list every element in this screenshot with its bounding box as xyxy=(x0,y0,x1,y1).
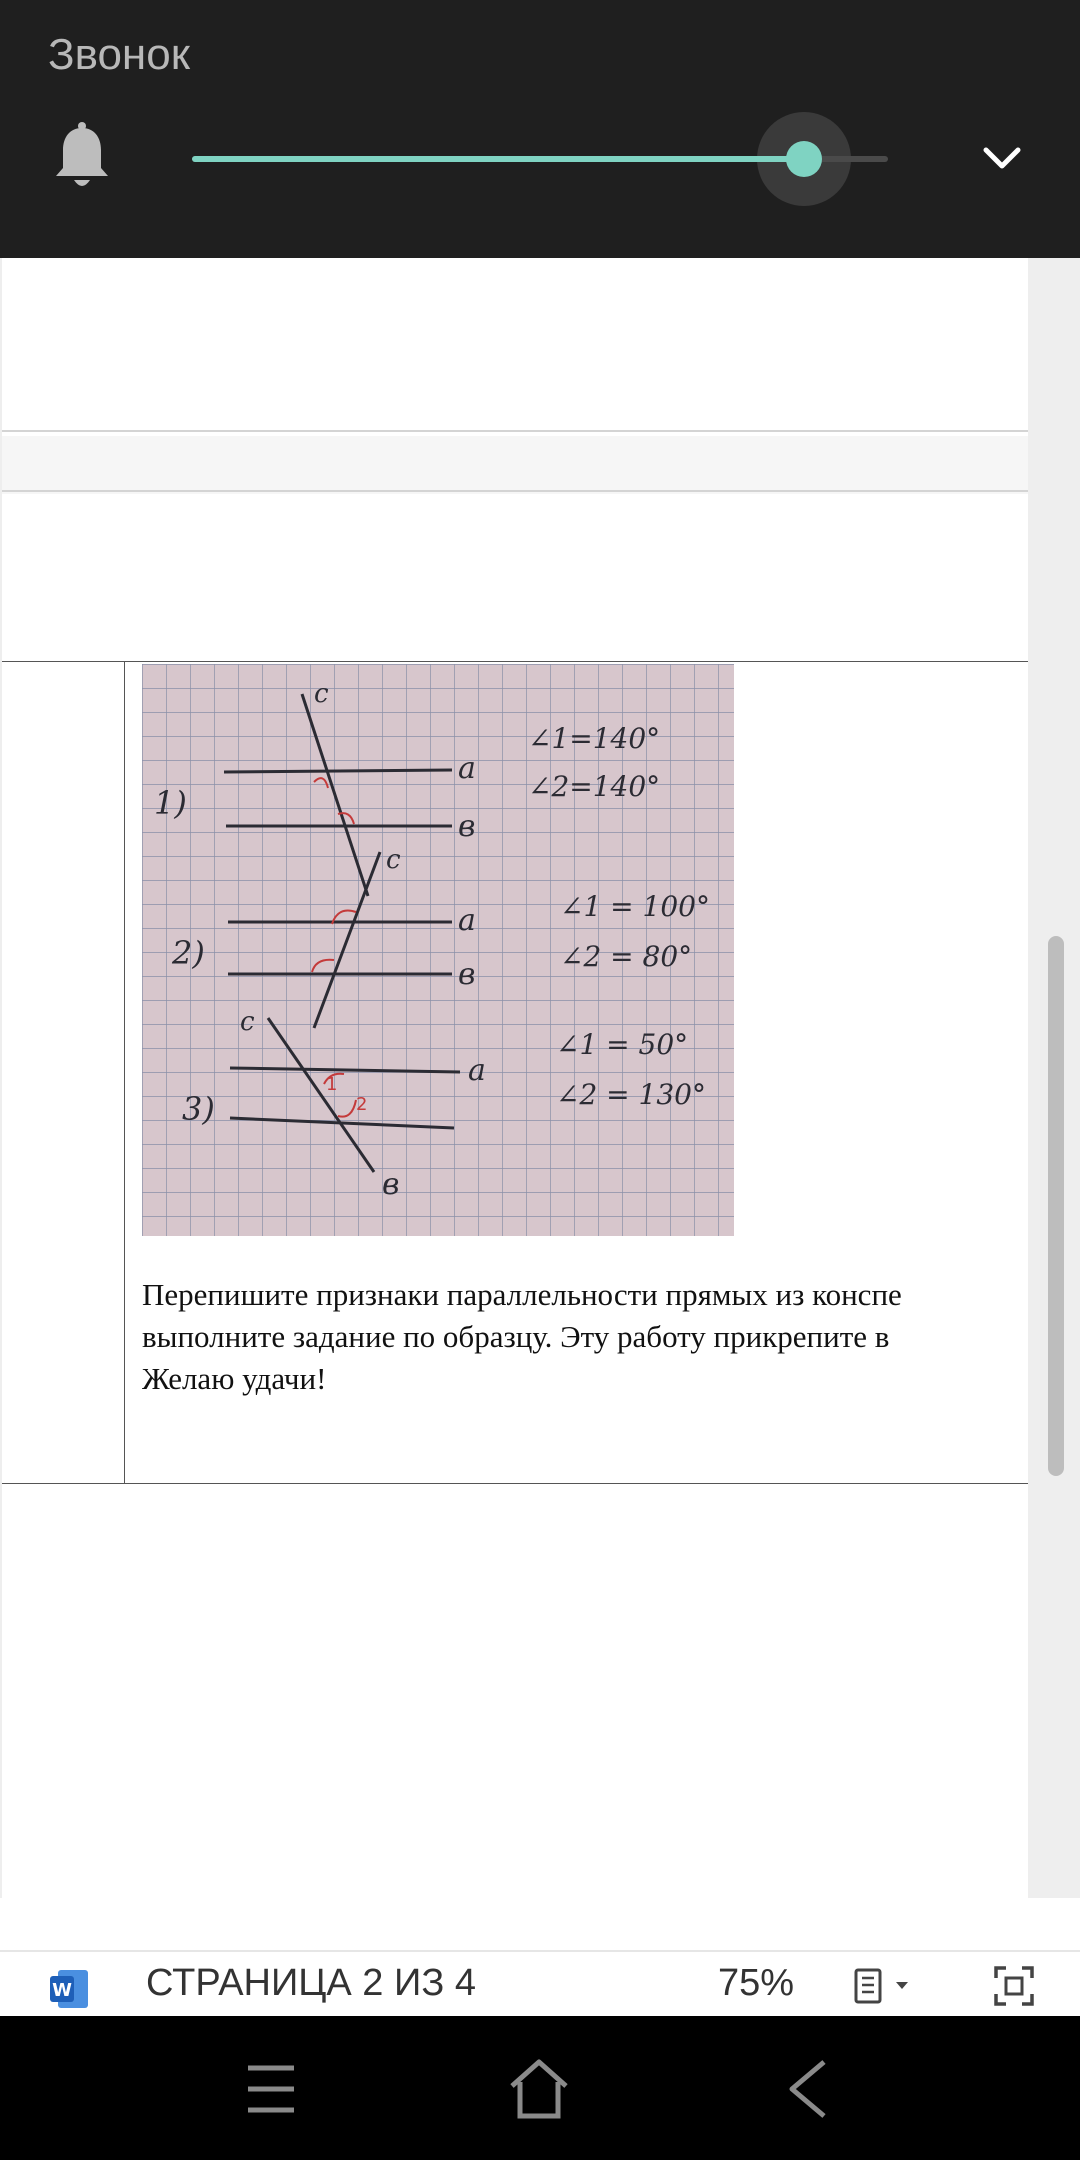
fit-screen-icon[interactable] xyxy=(992,1964,1036,2008)
label-a: a xyxy=(468,1053,486,1088)
table-column-divider xyxy=(124,661,125,1483)
back-icon[interactable] xyxy=(774,2054,844,2124)
label-c: c xyxy=(314,679,329,709)
volume-slider[interactable] xyxy=(192,156,888,162)
label-a: a xyxy=(458,751,476,786)
label-c: c xyxy=(386,845,401,875)
ex3-angle-2: ∠2 = 130° xyxy=(556,1078,706,1111)
table-border-bottom xyxy=(2,1483,1028,1484)
divider xyxy=(2,430,1028,432)
ex1-angle-2: ∠2=140° xyxy=(528,770,661,803)
bell-icon[interactable] xyxy=(50,122,114,194)
vertical-scrollbar[interactable] xyxy=(1048,936,1064,1476)
label-a: a xyxy=(458,903,476,938)
page-gap xyxy=(2,436,1028,494)
chevron-down-icon[interactable] xyxy=(980,142,1024,174)
ex2-angle-1: ∠1 = 100° xyxy=(560,890,710,923)
volume-panel xyxy=(0,0,1080,258)
ex2-angle-2: ∠2 = 80° xyxy=(560,940,693,973)
ex3-angle-1: ∠1 = 50° xyxy=(556,1028,689,1061)
volume-slider-fill xyxy=(192,156,804,162)
label-c: c xyxy=(240,1007,255,1037)
document-page xyxy=(2,258,1028,1898)
instruction-line: выполните задание по образцу. Эту работу прикрепите в xyxy=(142,1319,890,1354)
instruction-text xyxy=(142,1274,1028,1400)
document-viewport[interactable] xyxy=(0,258,1080,1898)
angle-mark-1: 1 xyxy=(326,1074,338,1095)
navigation-bar xyxy=(0,2016,1080,2160)
home-icon[interactable] xyxy=(504,2054,574,2124)
volume-title: Звонок xyxy=(48,30,190,79)
label-b: в xyxy=(382,1167,400,1202)
label-b: в xyxy=(458,957,476,992)
exercise-3-number: 3) xyxy=(182,1090,215,1128)
zoom-level[interactable]: 75% xyxy=(718,1962,795,2004)
divider xyxy=(2,490,1028,492)
exercise-sample-image xyxy=(142,664,734,1236)
instruction-line: Перепишите признаки параллельности прямых из конспе xyxy=(142,1277,902,1312)
word-icon xyxy=(48,1968,90,2010)
recents-icon[interactable] xyxy=(236,2054,306,2124)
exercise-1-number: 1) xyxy=(154,784,187,822)
label-b: в xyxy=(458,809,476,844)
ex1-angle-1: ∠1=140° xyxy=(528,722,661,755)
document-status-bar xyxy=(0,1950,1080,2016)
page-indicator: СТРАНИЦА 2 ИЗ 4 xyxy=(146,1962,476,2004)
exercise-2-number: 2) xyxy=(172,934,205,972)
instruction-line: Желаю удачи! xyxy=(142,1361,327,1396)
table-border-top xyxy=(2,661,1028,662)
view-mode-icon[interactable] xyxy=(852,1966,922,2006)
svg-text:W: W xyxy=(52,1980,72,2001)
angle-mark-2: 2 xyxy=(356,1094,368,1115)
